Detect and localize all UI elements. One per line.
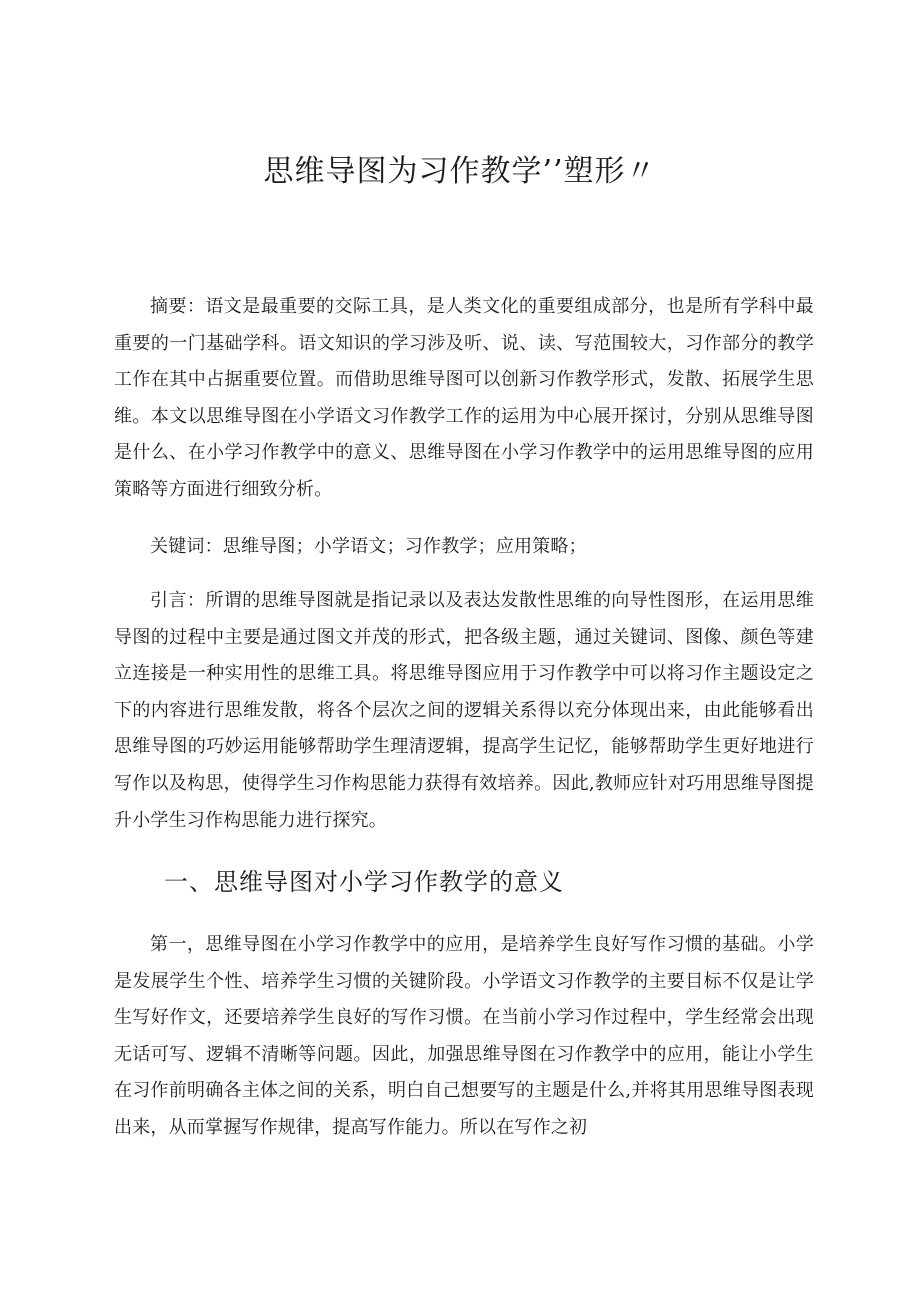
introduction-paragraph: 引言：所谓的思维导图就是指记录以及表达发散性思维的向导性图形，在运用思维导图的过程中主要是通过图文并茂的形式，把各级主题，通过关键词、图像、颜色等建立连接是一种实用性的思维工具。将思维导图应用于习作教学中可以将习作主题设定之下的内容进行思维发散，将各个层次之间的逻辑关系得以充分体现出来，由此能够看出思维导图的巧妙运用能够帮助学生理清逻辑，提高学生记忆，能够帮助学生更好地进行写作以及构思，使得学生习作构思能力获得有效培养。因此,教师应针对巧用思维导图提升小学生习作构思能力进行探究。: [114, 590, 814, 831]
abstract-paragraph: 摘要：语文是最重要的交际工具，是人类文化的重要组成部分，也是所有学科中最重要的一门基础学科。语文知识的学习涉及听、说、读、写范围较大，习作部分的教学工作在其中占据重要位置。而借助思维导图可以创新习作教学形式，发散、拓展学生思维。本文以思维导图在小学语文习作教学工作的运用为中心展开探讨，分别从思维导图是什么、在小学习作教学中的意义、思维导图在小学习作教学中的运用思维导图的应用策略等方面进行细致分析。: [114, 296, 814, 500]
section-paragraph: 第一，思维导图在小学习作教学中的应用，是培养学生良好写作习惯的基础。小学是发展学生个性、培养学生习惯的关键阶段。小学语文习作教学的主要目标不仅是让学生写好作文，还要培养学生良好的写作习惯。在当前小学习作过程中，学生经常会出现无话可写、逻辑不清晰等问题。因此，加强思维导图在习作教学中的应用，能让小学生在习作前明确各主体之间的关系，明白自己想要写的主题是什么,并将其用思维导图表现出来，从而掌握写作规律，提高写作能力。所以在写作之初: [114, 934, 814, 1138]
document-title: 思维导图为习作教学’’塑形〃: [263, 154, 657, 189]
section-heading: 一、思维导图对小学习作教学的意义: [164, 868, 564, 896]
keywords-paragraph: 关键词：思维导图；小学语文；习作教学；应用策略；: [150, 536, 587, 557]
